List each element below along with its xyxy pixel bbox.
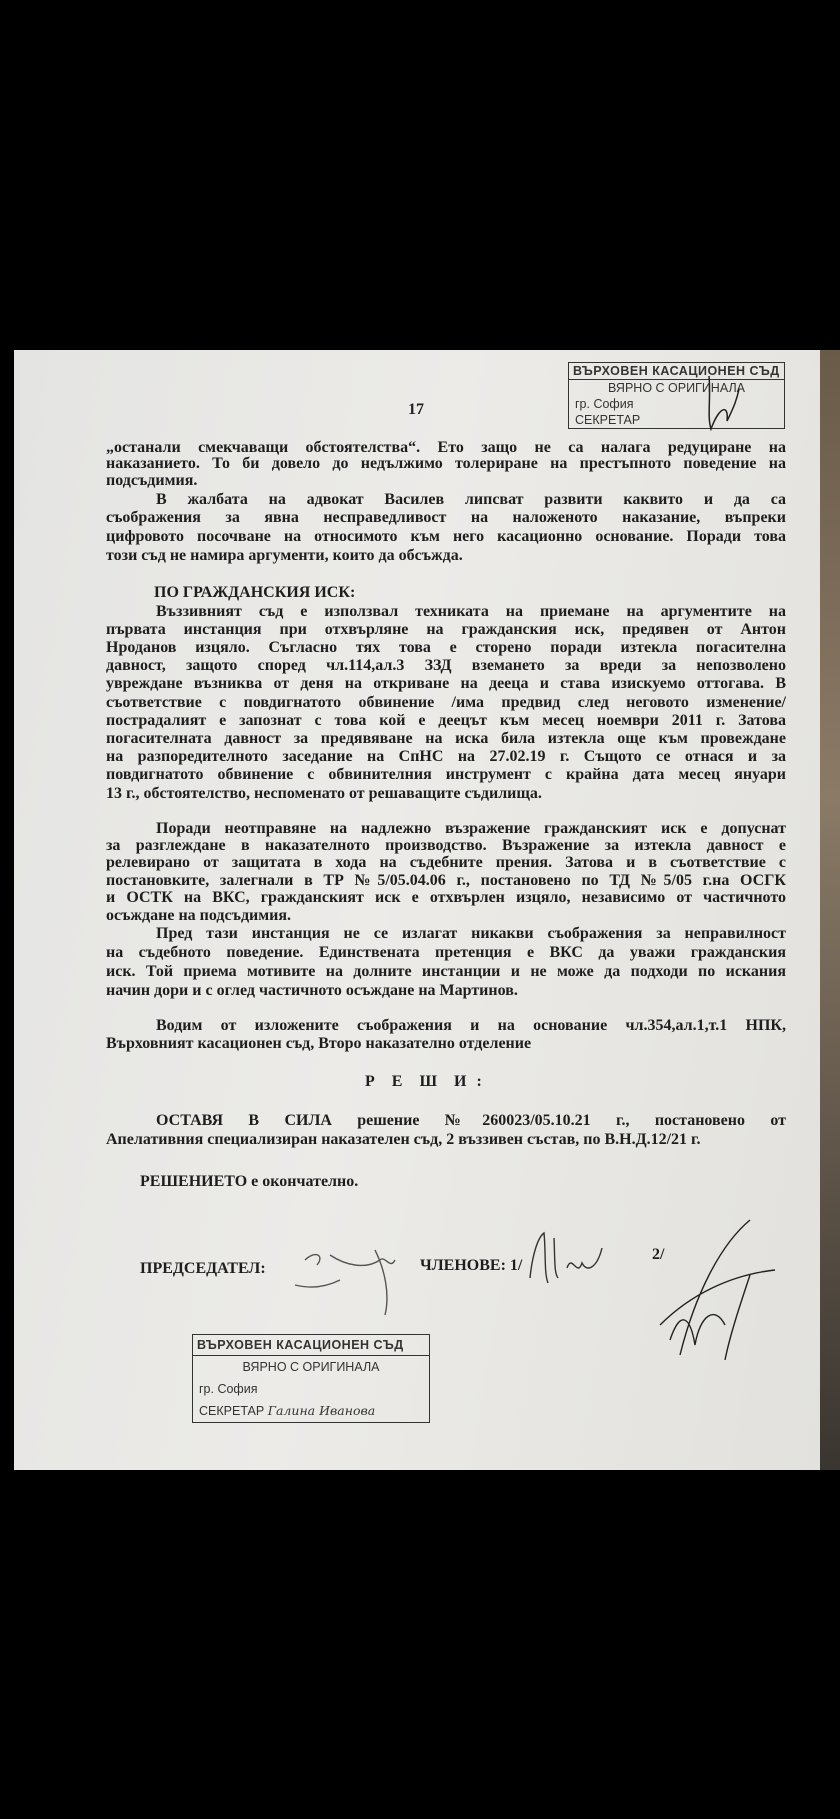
background-surface xyxy=(820,350,840,1470)
section-heading: ПО ГРАЖДАНСКИЯ ИСК: xyxy=(154,584,356,601)
text-line: съответствие с повдигнатото обвинение /има предвид след неговото изменение/ xyxy=(106,694,786,711)
text-line: повдигнатото обвинение с обвинителния инструмент с крайна дата месец януари xyxy=(106,766,786,783)
text-line: на разпоредителното заседание на СпНС на 27.02.19 г. Същото се отнася и за xyxy=(106,748,786,765)
page-number: 17 xyxy=(408,401,424,418)
stamp-court: ВЪРХОВЕН КАСАЦИОНЕН СЪД xyxy=(193,1335,429,1356)
text-line: цифровото посочване на относимото към него касационно основание. Поради това xyxy=(106,528,786,545)
certification-stamp-top xyxy=(568,362,785,429)
text-line: Поради неотправяне на надлежно възражение гражданският иск е допуснат xyxy=(156,820,786,837)
text-line: Въззивният съд е използвал техниката на приемане на аргументите на xyxy=(156,603,786,620)
text-line: ОСТАВЯ В СИЛА решение №260023/05.10.21 г., постановено от xyxy=(156,1112,786,1129)
stamp-city: гр. София xyxy=(199,1382,258,1396)
text-line: на съдебното поведение. Единствената претенция е ВКС да уважи гражданския xyxy=(106,944,786,961)
stamp-city: гр. София xyxy=(575,397,634,411)
text-line: наказанието. То би довело до недължимо толериране на престъпното поведение на xyxy=(106,455,786,472)
certification-stamp-bottom xyxy=(192,1334,430,1423)
chairman-label: ПРЕДСЕДАТЕЛ: xyxy=(140,1260,266,1277)
chairman-signature xyxy=(285,1240,415,1320)
text-line: иск. Той приема мотивите на долните инстанции и не може да подходи по искания xyxy=(106,963,786,980)
text-line: „останали смекчаващи обстоятелства“. Ето защо не са налага редуциране на xyxy=(106,439,786,456)
text-line: начин дори и с оглед частичното осъждане на Мартинов. xyxy=(106,982,518,999)
members-label: ЧЛЕНОВЕ: 1/ xyxy=(420,1257,523,1274)
text-line: осъждане на подсъдимия. xyxy=(106,907,292,924)
final-statement: РЕШЕНИЕТО е окончателно. xyxy=(140,1173,359,1190)
text-line: Върховният касационен съд, Второ наказателно отделение xyxy=(106,1035,532,1052)
text-line: пострадалият е запознат с това кой е деецът към месец ноември 2011 г. Затова xyxy=(106,712,786,729)
stamp-court: ВЪРХОВЕН КАСАЦИОНЕН СЪД xyxy=(569,363,784,380)
text-line: подсъдимия. xyxy=(106,472,198,489)
member2-label: 2/ xyxy=(652,1246,665,1263)
text-line: за разглеждане в наказателното производство. Възражение за изтекла давност е xyxy=(106,837,786,854)
stamp-secretary-row xyxy=(193,1400,429,1422)
text-line: релевирано от защитата в хода на съдебните прения. Затова и в съответствие с xyxy=(106,854,786,871)
text-line: постановките, залегнали в ТР №5/05.04.06 г., постановено по ТД №5/05 г.на ОСГК xyxy=(106,872,786,889)
text-line: Пред тази инстанция не се излагат никакви съображения за неправилност xyxy=(156,925,786,942)
text-line: първата инстанция при отхвърляне на гражданския иск, предявен от Антон xyxy=(106,621,786,638)
text-line: увреждане възниква от деня на откриване на дееца и става изискуемо оттогава. В xyxy=(106,675,786,692)
secretary-name-handwritten: Галина Иванова xyxy=(267,1403,376,1418)
text-line: Апелативния специализиран наказателен съд, 2 въззивен състав, по В.Н.Д.12/21 г. xyxy=(106,1131,701,1148)
text-line: погасителната давност за предявяване на иска била изтекла още към провеждане xyxy=(106,730,786,747)
stamp-secretary: СЕКРЕТАР xyxy=(199,1404,265,1418)
text-line: давност, защото според чл.114,ал.3 ЗЗД вземането за вреди за непозволено xyxy=(106,657,786,674)
signature-mark xyxy=(689,371,749,433)
stamp-certified: ВЯРНО С ОРИГИНАЛА xyxy=(242,1360,380,1374)
member2-signature xyxy=(600,1215,790,1365)
stamp-secretary: СЕКРЕТАР xyxy=(575,413,641,427)
stamp-certified: ВЯРНО С ОРИГИНАЛА xyxy=(608,381,745,395)
decision-heading: Р Е Ш И : xyxy=(365,1073,485,1090)
text-line: Водим от изложените съображения и на основание чл.354,ал.1,т.1 НПК, xyxy=(156,1017,786,1034)
text-line: този съд не намира аргументи, които да обсъжда. xyxy=(106,547,463,564)
text-line: и ОСТК на ВКС, гражданският иск е отхвърлен изцяло, независимо от частичното xyxy=(106,889,786,906)
text-line: Нроданов изцяло. Съгласно тях това е сторено поради изтекла погасителна xyxy=(106,639,786,656)
text-line: 13 г., обстоятелство, неспоменато от решаващите съдилища. xyxy=(106,785,542,802)
text-line: В жалбата на адвокат Василев липсват развити каквито и да са xyxy=(156,491,786,508)
text-line: съображения за явна несправедливост на наложеното наказание, въпреки xyxy=(106,509,786,526)
